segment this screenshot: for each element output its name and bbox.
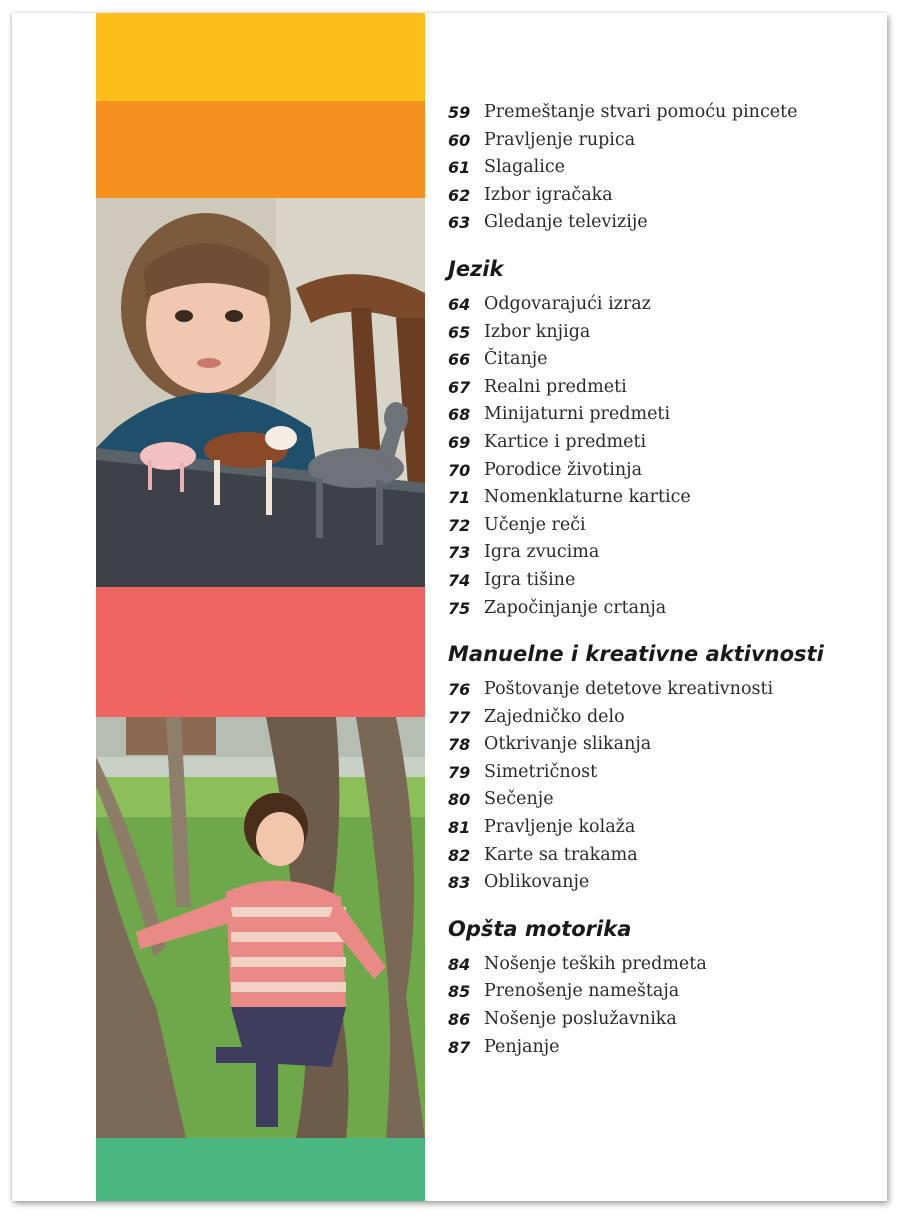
page-number: 73 [448, 543, 471, 563]
toc-entry [448, 512, 868, 540]
photo-child-with-animal-figures [96, 198, 425, 587]
toc-entry [448, 978, 868, 1006]
entry-title: Igra tišine [484, 569, 576, 590]
entry-title: Pravljenje kolaža [484, 817, 636, 838]
toc-entry [448, 346, 868, 374]
entry-title: Zajedničko delo [484, 706, 625, 727]
entry-title: Minijaturni predmeti [484, 404, 671, 425]
orange-color-band [96, 101, 425, 198]
toc-section [448, 99, 868, 237]
toc-entry [448, 567, 868, 595]
toc-entry [448, 457, 868, 485]
entry-title: Kartice i predmeti [484, 431, 647, 452]
yellow-color-band [96, 13, 425, 101]
entry-title: Odgovarajući izraz [484, 293, 651, 314]
page-number: 86 [448, 1010, 471, 1030]
toc-entry [448, 374, 868, 402]
toc-section-opsta-motorika [448, 917, 868, 1061]
page-number: 72 [448, 515, 471, 535]
table-of-contents [448, 99, 868, 1061]
page-number: 66 [448, 350, 471, 370]
entry-title: Slagalice [484, 157, 566, 178]
toc-entry [448, 869, 868, 897]
entry-title: Pravljenje rupica [484, 129, 636, 150]
page-number: 65 [448, 322, 471, 342]
page-number: 81 [448, 818, 471, 838]
page-number: 63 [448, 213, 471, 233]
page-number: 67 [448, 377, 471, 397]
entry-title: Izbor knjiga [484, 321, 591, 342]
entry-title: Nomenklaturne kartice [484, 487, 691, 508]
book-page [12, 13, 887, 1201]
page-number: 87 [448, 1037, 471, 1057]
section-heading: Manuelne i kreativne aktivnosti [448, 642, 824, 667]
entry-title: Čitanje [484, 349, 548, 370]
page-number: 75 [448, 598, 471, 618]
entry-title: Igra zvucima [484, 542, 600, 563]
toc-entry [448, 814, 868, 842]
page-number: 62 [448, 185, 471, 205]
entry-title: Nošenje teških predmeta [484, 953, 707, 974]
section-heading: Opšta motorika [448, 916, 632, 941]
toc-entry [448, 1034, 868, 1062]
red-color-band [96, 587, 425, 717]
entry-title: Porodice životinja [484, 459, 643, 480]
entry-title: Izbor igračaka [484, 184, 613, 205]
photo-child-climbing-tree [96, 717, 425, 1138]
page-number: 69 [448, 432, 471, 452]
page-number: 60 [448, 130, 471, 150]
toc-entry [448, 319, 868, 347]
page-number: 83 [448, 873, 471, 893]
entry-title: Poštovanje detetove kreativnosti [484, 679, 774, 700]
toc-entry [448, 429, 868, 457]
page-number: 76 [448, 680, 471, 700]
entry-title: Gledanje televizije [484, 212, 648, 233]
entry-title: Učenje reči [484, 514, 586, 535]
entry-title: Penjanje [484, 1036, 560, 1057]
section-heading: Jezik [448, 256, 504, 281]
entry-title: Prenošenje nameštaja [484, 981, 680, 1002]
page-number: 82 [448, 845, 471, 865]
toc-entry [448, 539, 868, 567]
toc-entry [448, 209, 868, 237]
toc-entry [448, 127, 868, 155]
page-number: 80 [448, 790, 471, 810]
toc-entry [448, 595, 868, 623]
toc-entry [448, 154, 868, 182]
toc-entry [448, 484, 868, 512]
page-number: 85 [448, 982, 471, 1002]
entry-title: Simetričnost [484, 761, 598, 782]
toc-entry [448, 182, 868, 210]
page-number: 77 [448, 707, 471, 727]
page-number: 74 [448, 570, 471, 590]
entry-title: Premeštanje stvari pomoću pincete [484, 102, 798, 122]
page-number: 71 [448, 488, 471, 508]
entry-title: Karte sa trakama [484, 844, 638, 865]
toc-entry [448, 951, 868, 979]
toc-entry [448, 291, 868, 319]
green-color-band [96, 1138, 425, 1201]
toc-section-manuelne [448, 642, 868, 897]
entry-title: Oblikovanje [484, 872, 590, 893]
page-number: 61 [448, 158, 471, 178]
toc-entry [448, 401, 868, 429]
page-number: 84 [448, 954, 471, 974]
page-number: 78 [448, 735, 471, 755]
entry-title: Sečenje [484, 789, 554, 810]
toc-entry [448, 731, 868, 759]
toc-entry [448, 786, 868, 814]
page-number: 68 [448, 405, 471, 425]
toc-entry [448, 842, 868, 870]
entry-title: Otkrivanje slikanja [484, 734, 652, 755]
entry-title: Započinjanje crtanja [484, 597, 667, 618]
toc-entry [448, 759, 868, 787]
page-number: 59 [448, 103, 471, 122]
page-number: 70 [448, 460, 471, 480]
entry-title: Realni predmeti [484, 376, 627, 397]
entry-title: Nošenje poslužavnika [484, 1009, 677, 1030]
toc-entry [448, 676, 868, 704]
page-number: 64 [448, 294, 471, 314]
toc-entry [448, 1006, 868, 1034]
toc-entry [448, 99, 868, 127]
page-number: 79 [448, 762, 471, 782]
toc-section-jezik [448, 257, 868, 622]
toc-entry [448, 704, 868, 732]
